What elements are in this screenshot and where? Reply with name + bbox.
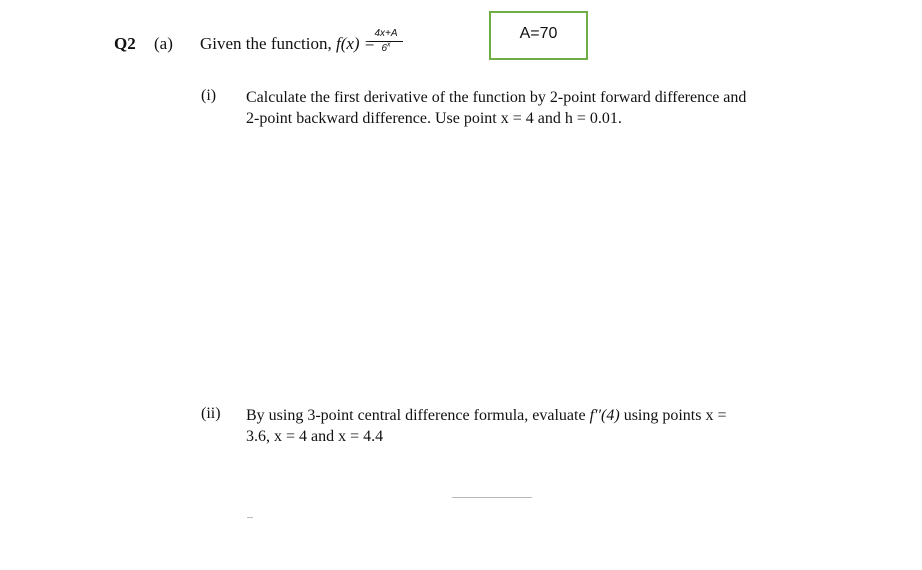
- scan-artifact-line: [452, 497, 532, 498]
- denominator-base: 6: [381, 43, 388, 54]
- question-part-label: (a): [154, 34, 173, 53]
- subpart-ii-line-1: [246, 405, 727, 426]
- second-derivative-expression: f′′(4): [589, 407, 620, 424]
- fraction-numerator: 4x+A: [374, 28, 398, 39]
- subpart-i-line-2: 2-point backward difference. Use point x = 4 and h = 0.01.: [246, 110, 622, 127]
- subpart-ii-label: (ii): [201, 405, 221, 422]
- subpart-ii-line-1-text: By using 3-point central difference formula, evaluate: [246, 407, 590, 424]
- function-statement: [200, 34, 375, 54]
- subpart-i-label: (i): [201, 87, 217, 104]
- function-fraction: [368, 29, 404, 54]
- subpart-ii-line-1-tail: using points x =: [619, 407, 727, 424]
- subpart-ii-line-2: 3.6, x = 4 and x = 4.4: [246, 428, 384, 445]
- subpart-ii-text: [246, 405, 727, 447]
- given-prefix: Given the function,: [200, 34, 332, 53]
- subpart-i-text: [246, 87, 746, 129]
- fraction-denominator: [368, 41, 404, 54]
- constant-value-box: A=70: [489, 11, 588, 60]
- scan-artifact-dot: [247, 517, 253, 518]
- subpart-i-line-1: Calculate the first derivative of the function by 2-point forward difference and: [246, 89, 747, 106]
- question-number: Q2: [114, 34, 136, 53]
- function-lhs: f(x) =: [335, 34, 376, 53]
- fraction-bar: [369, 41, 403, 42]
- denominator-exponent: x: [387, 41, 391, 49]
